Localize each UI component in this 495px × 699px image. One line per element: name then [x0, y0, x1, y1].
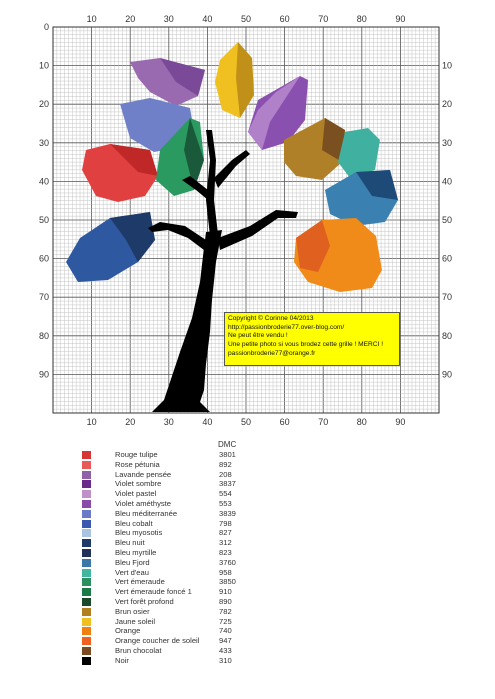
legend-item [82, 577, 262, 586]
legend-item-name: Rose pétunia [115, 459, 160, 469]
x-tick-bottom: 90 [395, 417, 406, 427]
y-tick-left: 70 [38, 292, 49, 303]
y-tick-left: 30 [38, 137, 49, 148]
color-swatch [82, 520, 91, 528]
y-tick-right: 40 [442, 176, 453, 187]
x-tick-top: 50 [240, 14, 252, 24]
legend-item-code: 827 [219, 528, 232, 538]
y-tick-left: 0 [43, 22, 49, 32]
y-tick-right: 60 [442, 253, 453, 264]
legend-item-name: Violet améthyste [115, 499, 172, 508]
legend-item-name: Noir [115, 655, 129, 665]
color-swatch [82, 598, 91, 606]
y-tick-left: 40 [38, 176, 49, 187]
color-swatch [82, 618, 91, 626]
x-tick-top: 30 [163, 14, 174, 24]
color-swatch [82, 510, 91, 518]
y-tick-right: 20 [442, 99, 453, 110]
legend-item-name: Violet sombre [115, 479, 162, 489]
legend-item [82, 656, 262, 665]
x-tick-top: 10 [86, 14, 97, 24]
y-tick-right: 10 [442, 60, 453, 71]
legend-item-code: 3760 [219, 557, 236, 567]
color-swatch [82, 461, 91, 469]
legend-item [82, 509, 262, 518]
legend-item [82, 587, 262, 596]
legend-item-code: 782 [219, 606, 232, 616]
x-tick-bottom: 30 [163, 417, 174, 427]
color-swatch [82, 451, 91, 459]
color-swatch [82, 608, 91, 616]
color-swatch [82, 647, 91, 655]
color-swatch [82, 627, 91, 635]
legend-item [82, 548, 262, 557]
legend-item [82, 499, 262, 508]
note-line-thanks: Une petite photo si vous brodez cette grille ! MERCI ! [228, 341, 384, 349]
copyright-note [224, 312, 400, 366]
legend-item-code: 3837 [219, 479, 236, 489]
color-swatch [82, 637, 91, 645]
legend-item-code: 947 [219, 636, 232, 646]
x-tick-top: 90 [395, 14, 406, 24]
x-tick-bottom: 10 [86, 417, 97, 427]
y-tick-left: 50 [38, 215, 49, 225]
legend-item-code: 553 [219, 499, 232, 508]
x-tick-bottom: 20 [125, 417, 136, 427]
legend-item-name: Brun chocolat [115, 646, 162, 655]
color-swatch [82, 480, 91, 488]
legend-item-code: 3850 [219, 577, 236, 587]
legend-header: DMC [218, 440, 237, 449]
x-tick-top: 70 [318, 14, 329, 24]
legend-item-code: 433 [219, 646, 232, 655]
legend-item-name: Lavande pensée [115, 469, 172, 479]
legend-item [82, 636, 262, 645]
y-tick-left: 90 [38, 369, 49, 380]
legend-item-code: 798 [219, 518, 232, 528]
legend-item [82, 597, 262, 606]
legend-item-code: 310 [219, 655, 232, 665]
legend-item [82, 607, 262, 616]
legend-item-code: 740 [219, 626, 232, 636]
legend-item-name: Bleu méditerranée [115, 508, 178, 518]
legend-item-code: 554 [219, 489, 232, 499]
x-tick-bottom: 50 [240, 417, 252, 427]
note-line-email[interactable]: passionbroderie77@orange.fr [228, 349, 316, 357]
color-swatch [82, 500, 91, 508]
legend-item-code: 3839 [219, 508, 236, 518]
legend-item-code: 958 [219, 567, 232, 577]
legend-item-code: 725 [219, 616, 232, 626]
legend-item [82, 519, 262, 528]
color-swatch [82, 529, 91, 537]
y-tick-right: 70 [442, 292, 453, 303]
legend-item-name: Vert forêt profond [115, 597, 174, 606]
legend-item [82, 558, 262, 567]
color-swatch [82, 490, 91, 498]
legend-item-code: 3801 [219, 450, 236, 459]
y-tick-right: 90 [442, 369, 453, 380]
note-line-url[interactable]: http://passionbroderie77.over-blog.com/ [228, 323, 345, 331]
legend-item-code: 823 [219, 548, 232, 557]
color-swatch [82, 539, 91, 547]
x-tick-bottom: 60 [279, 417, 290, 427]
legend-item-code: 892 [219, 459, 232, 469]
legend-item-name: Bleu myrtille [115, 548, 157, 557]
y-tick-left: 60 [38, 253, 49, 264]
legend-item [82, 617, 262, 626]
x-tick-top: 80 [356, 14, 367, 24]
legend-item-name: Bleu cobalt [115, 518, 153, 528]
legend-item [82, 489, 262, 498]
legend-item-code: 910 [219, 587, 232, 597]
x-tick-top: 40 [202, 14, 213, 24]
legend-item [82, 460, 262, 469]
legend-item [82, 479, 262, 488]
legend-item-name: Vert d'eau [115, 567, 149, 577]
legend-item-name: Orange [115, 626, 141, 636]
legend-item [82, 528, 262, 537]
legend-item-code: 890 [219, 597, 232, 606]
legend-item [82, 568, 262, 577]
legend-item [82, 470, 262, 479]
y-tick-right: 80 [442, 330, 453, 341]
x-tick-bottom: 70 [318, 417, 329, 427]
legend-item-name: Bleu Fjord [115, 557, 150, 567]
x-tick-top: 60 [279, 14, 290, 24]
legend-item [82, 626, 262, 635]
legend-item-name: Bleu myosotis [115, 528, 163, 538]
legend-item [82, 538, 262, 547]
color-swatch [82, 578, 91, 586]
y-tick-right: 30 [442, 137, 453, 148]
color-swatch [82, 588, 91, 596]
legend-item-code: 312 [219, 538, 232, 548]
note-line-copyright: Copyright © Corinne 04/2013 [228, 315, 314, 322]
x-tick-bottom: 80 [356, 417, 367, 427]
legend-item-name: Vert émeraude [115, 577, 165, 587]
legend-item-name: Bleu nuit [115, 538, 145, 548]
legend-item-name: Orange coucher de soleil [115, 636, 200, 646]
legend-item-code: 208 [219, 469, 232, 479]
legend-item-name: Rouge tulipe [115, 450, 158, 459]
color-swatch [82, 471, 91, 479]
x-tick-bottom: 40 [202, 417, 213, 427]
legend-item-name: Vert émeraude foncé 1 [115, 587, 192, 597]
color-swatch [82, 559, 91, 567]
x-tick-top: 20 [125, 14, 136, 24]
color-swatch [82, 549, 91, 557]
legend-item-name: Violet pastel [115, 489, 157, 499]
y-tick-left: 80 [38, 330, 49, 341]
legend-item-name: Jaune soleil [115, 616, 156, 626]
legend-item-name: Brun osier [115, 606, 150, 616]
color-swatch [82, 657, 91, 665]
y-tick-left: 10 [38, 60, 49, 71]
legend-item [82, 646, 262, 655]
y-tick-right: 50 [442, 215, 453, 225]
y-tick-left: 20 [38, 99, 49, 110]
color-swatch [82, 569, 91, 577]
legend-item [82, 450, 262, 459]
note-line-not-for-sale: Ne peut être vendu ! [228, 332, 288, 340]
